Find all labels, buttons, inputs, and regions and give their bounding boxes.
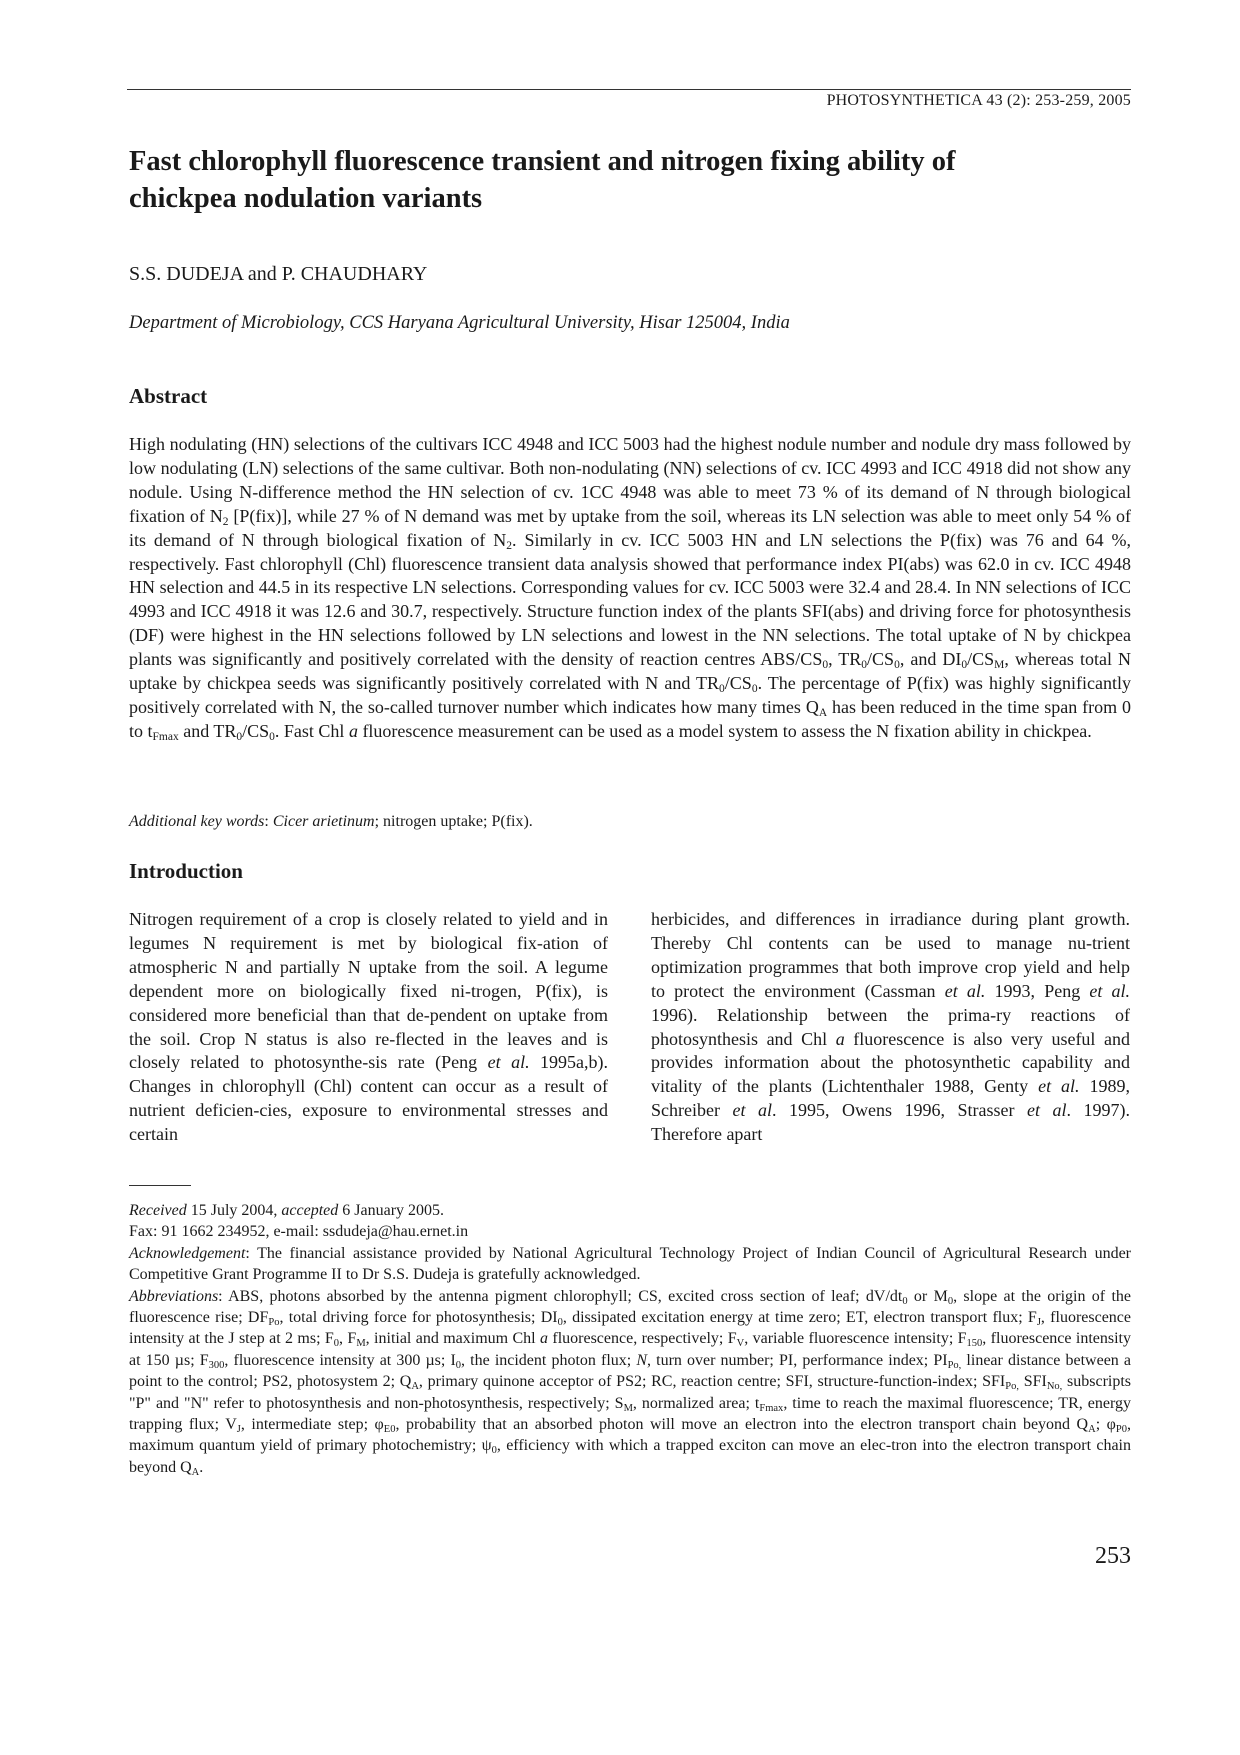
running-head: PHOTOSYNTHETICA 43 (2): 253-259, 2005 bbox=[826, 92, 1131, 109]
abbreviations-note: Abbreviations: ABS, photons absorbed by the antenna pigment chlorophyll; CS, excited cross section of leaf; $dV/dt_0$ or $M_0$, slope at the origin of the fluorescence rise; $DF_{Po}$, total driving force for photosynthesis; $DI_0$, dissipated excitation energy at time zero; ET, electron transport flux; $F_J$, fluorescence intensity at the J step at 2 ms; $F_0$, $F_M$, initial and maximum Chl a fluorescence, respectively; $F_V$, variable fluorescence intensity; $F_{150}$, fluorescence intensity at 150 µs; $F_{300}$, fluorescence intensity at 300 µs; $I_0$, the incident photon flux; N, turn over number; PI, performance index; $PI_{Po,}$ linear distance between a point to the control; PS2, photosystem 2; $Q_A$, primary quinone acceptor of PS2; RC, reaction centre; SFI, structure-function-index; $SFI_{Po,}$ $SFI_{No,}$ subscripts "P" and "N" refer to photosynthesis and non-photosynthesis, respectively; $S_M$, normalized area; $t_{Fmax}$, time to reach the maximal fluorescence; TR, energy trapping flux; $V_J$, intermediate step; $\varphi_{E0}$, probability that an absorbed photon will move an electron into the electron transport chain beyond $Q_A$; $\varphi_{P0}$, maximum quantum yield of primary photochemistry; $\psi_0$, efficiency with which a trapped exciton can move an elec-tron into the electron transport chain beyond $Q_A$. bbox=[129, 1287, 1132, 1478]
footnotes bbox=[129, 1200, 1131, 1478]
key-words: Additional key words: Cicer arietinum; nitrogen uptake; P(fix). bbox=[129, 813, 533, 830]
author-list: S.S. DUDEJA and P. CHAUDHARY bbox=[129, 263, 428, 285]
article-title: Fast chlorophyll fluorescence transient and nitrogen fixing ability of chickpea nodulation variants bbox=[129, 146, 956, 214]
abstract-text: High nodulating (HN) selections of the cultivars ICC 4948 and ICC 5003 had the highest nodule number and nodule dry mass followed by low nodulating (LN) selections of the same cultivar. Both non-nodulating (NN) selections of cv. ICC 4993 and ICC 4918 did not show any nodule. Using N-difference method the HN selection of cv. 1CC 4948 was able to meet 73 % of its demand of N through biological fixation of $N_2$ [P(fix)], while 27 % of N demand was met by uptake from the soil, whereas its LN selection was able to meet only 54 % of its demand of N through biological fixation of $N_2$. Similarly in cv. ICC 5003 HN and LN selections the P(fix) was 76 and 64 %, respectively. Fast chlorophyll (Chl) fluorescence transient data analysis showed that performance index PI(abs) was 62.0 in cv. ICC 4948 HN selection and 44.5 in its respective LN selections. Corresponding values for cv. ICC 5003 were 32.4 and 28.4. In NN selections of ICC 4993 and ICC 4918 it was 12.6 and 30.7, respectively. Structure function index of the plants SFI(abs) and driving force for photosynthesis (DF) were highest in the HN selections followed by LN selections and lowest in the NN selections. The total uptake of N by chickpea plants was significantly and positively correlated with the density of reaction centres ABS/$CS_0$, $TR_0/CS_0$, and $DI_0/CS_M$, whereas total N uptake by chickpea seeds was significantly positively correlated with N and $TR_0/CS_0$. The percentage of P(fix) was highly significantly positively correlated with N, the so-called turnover number which indicates how many times $Q_A$ has been reduced in the time span from 0 to $t_{Fmax}$ and $TR_0/CS_0$. Fast Chl a fluorescence measurement can be used as a model system to assess the N fixation ability in chickpea. bbox=[129, 434, 1132, 743]
introduction-heading: Introduction bbox=[129, 859, 243, 883]
affiliation: Department of Microbiology, CCS Haryana Agricultural University, Hisar 125004, India bbox=[129, 313, 790, 333]
header-rule bbox=[127, 89, 1131, 90]
acknowledgement-note: Acknowledgement: The financial assistance provided by National Agricultural Technology Project of Indian Council of Agricultural Research under Competitive Grant Programme II to Dr S.S. Dudeja is gratefully acknowledged. bbox=[129, 1244, 1131, 1284]
introduction-column-left: Nitrogen requirement of a crop is closely related to yield and in legumes N requirement is met by biological fix-ation of atmospheric N and partially N uptake from the soil. A legume dependent more on biologically fixed ni-trogen, P(fix), is considered more beneficial than that de-pendent on uptake from the soil. Crop N status is also re-flected in the leaves and is closely related to photosynthe-sis rate (Peng et al. 1995a,b). Changes in chlorophyll (Chl) content can occur as a result of nutrient deficien-cies, exposure to environmental stresses and certain bbox=[129, 909, 609, 1145]
abstract-heading: Abstract bbox=[129, 384, 208, 408]
contact-note: Fax: 91 1662 234952, e-mail: ssdudeja@hau.ernet.in bbox=[129, 1223, 469, 1241]
page-number: 253 bbox=[1095, 1543, 1131, 1569]
introduction-column-right: herbicides, and differences in irradiance during plant growth. Thereby Chl contents can be used to manage nu-trient optimization programmes that both improve crop yield and help to protect the environment (Cassman et al. 1993, Peng et al. 1996). Relationship between the prima-ry reactions of photosynthesis and Chl a fluorescence is also very useful and provides information about the photosynthetic capability and vitality of the plants (Lichtenthaler 1988, Genty et al. 1989, Schreiber et al. 1995, Owens 1996, Strasser et al. 1997). Therefore apart bbox=[651, 909, 1130, 1145]
received-note: Received 15 July 2004, accepted 6 January 2005. bbox=[129, 1202, 445, 1219]
footnote-rule bbox=[129, 1185, 191, 1186]
